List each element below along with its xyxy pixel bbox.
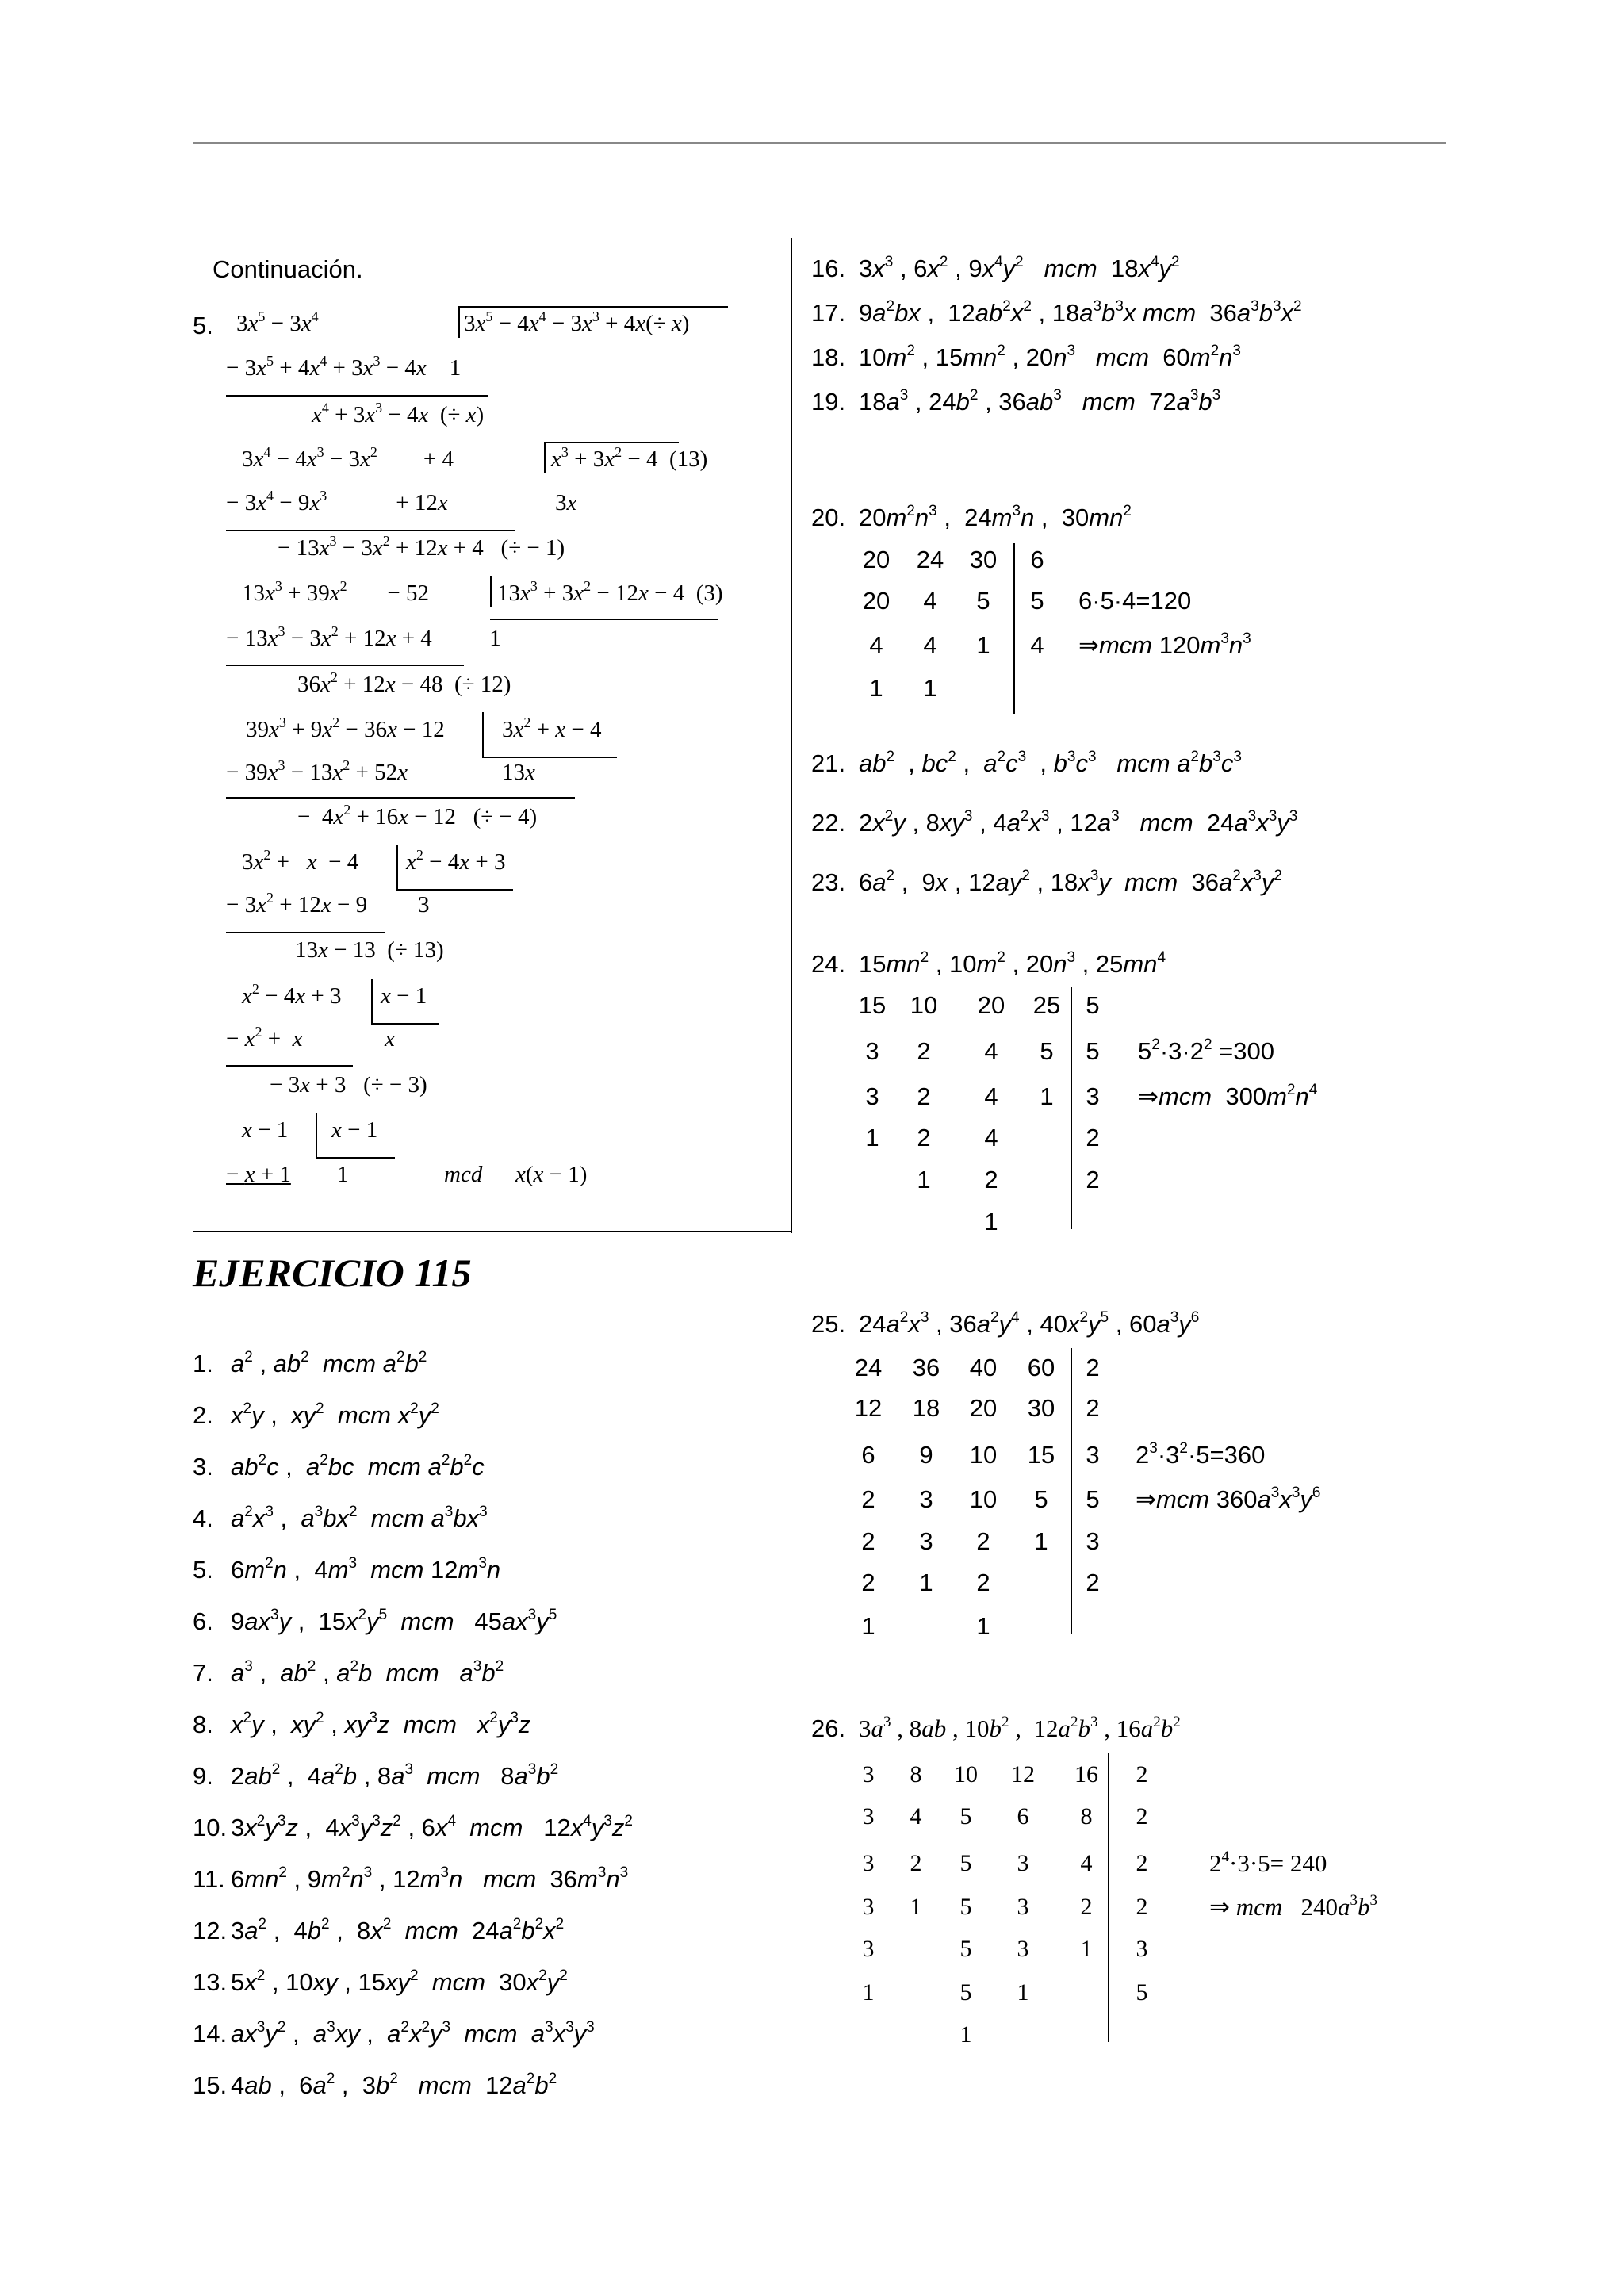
exercise-content: $3x^3$ , $6x^2$ , $9x^4y^2$ mcm $18x^4y^2$ [859, 254, 1180, 282]
table-cell: 1 [1034, 1527, 1048, 1555]
table-cell: 5 [1030, 587, 1044, 615]
table-cell: 1 [865, 1124, 879, 1151]
table-cell: 1 [862, 1979, 875, 2006]
result-mcm: ⇒mcm $360a^3x^3y^6$ [1136, 1485, 1321, 1513]
table-cell: 6 [1030, 546, 1044, 573]
table-cell: 3 [862, 1761, 875, 1787]
exercise-number: 8. [193, 1711, 213, 1738]
exercise-number: 1. [193, 1350, 213, 1377]
exercise-content: $2x^2y$ , $8xy^3$ , $4a^2x^3$ , $12a^3$ mcm $24a^3x^3y^3$ [859, 808, 1298, 837]
table-cell: 9 [919, 1441, 933, 1469]
continuation-bottom-rule [193, 1231, 791, 1232]
table-cell: 4 [923, 587, 937, 615]
exercise-item [193, 1606, 557, 1638]
exercise-item [811, 253, 1180, 285]
table-cell: 10 [969, 1441, 998, 1469]
exercise-number: 26. [811, 1714, 846, 1742]
ex5-number: 5. [193, 312, 213, 339]
table-cell: 20 [862, 546, 891, 573]
table-cell: 2 [917, 1124, 931, 1151]
table-cell: 4 [984, 1082, 998, 1110]
table-cell: 1 [1080, 1936, 1093, 1962]
table-cell: 2 [1086, 1394, 1100, 1422]
exercise-item [193, 1915, 564, 1947]
table-cell: 2 [1136, 1894, 1148, 1920]
table-cell: 2 [976, 1569, 990, 1596]
table-cell: 30 [1027, 1394, 1055, 1422]
exercise-content: $20m^2n^3$ , $24m^3n$ , $30mn^2$ [859, 503, 1132, 531]
exercise-content: $9a^2bx$ , $12ab^2x^2$ , $18a^3b^3x$ mcm $36a^3b^3x^2$ [859, 298, 1302, 327]
table-cell: 6 [861, 1441, 875, 1469]
column-divider [791, 238, 792, 1233]
table-cell: 5 [959, 1979, 972, 2006]
table-cell: 20 [862, 587, 891, 615]
table-cell: 20 [977, 991, 1005, 1019]
exercise-header [811, 502, 1132, 534]
table-cell: 2 [910, 1850, 922, 1876]
exercise-content: $10m^2$ , $15mn^2$ , $20n^3$ mcm $60m^2n^3$ [859, 343, 1241, 371]
exercise-item [193, 1709, 530, 1741]
table-cell: 15 [858, 991, 887, 1019]
exercise-number: 18. [811, 343, 846, 371]
table-cell: 2 [1136, 1803, 1148, 1829]
table-cell: 1 [919, 1569, 933, 1596]
table-cell: 4 [910, 1803, 922, 1829]
exercise-number: 21. [811, 749, 846, 777]
table-cell: 4 [984, 1037, 998, 1065]
table-cell: 1 [861, 1612, 875, 1640]
exercise-item [193, 1760, 558, 1792]
table-cell: 1 [984, 1208, 998, 1236]
exercise-content: $15mn^2$ , $10m^2$ , $20n^3$ , $25mn^4$ [859, 949, 1166, 978]
table-cell: 2 [1136, 1761, 1148, 1787]
result-note: $5^2\cdot 3\cdot 2^2 =300$ [1138, 1036, 1274, 1065]
table-cell: 2 [861, 1569, 875, 1596]
table-cell: 3 [862, 1803, 875, 1829]
exercise-item [193, 1400, 439, 1431]
table-cell: 10 [954, 1761, 978, 1787]
table-divider [1013, 543, 1015, 714]
continuation-label: Continuación. [213, 255, 363, 283]
exercise-content: $3a^3$ , 8ab , $10b^2$ , $12a^2b^3$ , $16a^2b^2$ [859, 1714, 1181, 1742]
table-cell: 5 [1086, 991, 1100, 1019]
exercise-header [811, 948, 1166, 980]
exercise-item [811, 867, 1282, 898]
exercise-content: 4ab , $6a^2$ , $3b^2$ mcm $12a^2b^2$ [231, 2071, 557, 2099]
table-cell: 24 [916, 546, 944, 573]
table-cell: 3 [865, 1037, 879, 1065]
exercise-content: $6a^2$ , 9x , $12ay^2$ , $18x^3y$ mcm $36a^2x^3y^2$ [859, 868, 1282, 896]
exercise-item [193, 1503, 488, 1534]
table-cell: 3 [862, 1936, 875, 1962]
table-cell: 2 [861, 1527, 875, 1555]
exercise-content: $9ax^3y$ , $15x^2y^5$ mcm $45ax^3y^5$ [231, 1607, 557, 1635]
table-cell: 3 [1086, 1441, 1100, 1469]
table-divider [1071, 1348, 1072, 1634]
table-cell: 60 [1027, 1354, 1055, 1381]
exercise-content: $ab^2c$ , $a^2bc$ mcm $a^2b^2c$ [231, 1452, 485, 1481]
table-cell: 18 [912, 1394, 940, 1422]
exercise-content: $a^3$ , $ab^2$ , $a^2b$ mcm $a^3b^2$ [231, 1658, 504, 1687]
exercise-number: 25. [811, 1310, 846, 1338]
exercise-item [811, 807, 1297, 839]
table-cell: 12 [854, 1394, 883, 1422]
result-note: $2^3\cdot 3^2\cdot 5=360$ [1136, 1440, 1266, 1469]
result-mcm: ⇒ mcm $240a^3b^3$ [1209, 1892, 1378, 1921]
exercise-number: 7. [193, 1659, 213, 1687]
exercise-item [811, 748, 1242, 780]
table-divider [1071, 987, 1072, 1229]
exercise-number: 5. [193, 1556, 213, 1584]
table-cell: 30 [969, 546, 998, 573]
exercise-content: $a^2x^3$ , $a^3bx^2$ mcm $a^3bx^3$ [231, 1504, 488, 1532]
exercise-content: $6mn^2$ , $9m^2n^3$ , $12m^3n$ mcm $36m^3n^3$ [231, 1864, 629, 1893]
table-cell: 3 [1017, 1894, 1029, 1920]
exercise-item [193, 1864, 628, 1895]
exercise-content: $24a^2x^3$ , $36a^2y^4$ , $40x^2y^5$ , $60a^3y^6$ [859, 1309, 1200, 1338]
exercise-content: $2ab^2$ , $4a^2b$ , $8a^3$ mcm $8a^3b^2$ [231, 1761, 559, 1790]
exercise-number: 4. [193, 1504, 213, 1532]
exercise-item [811, 386, 1220, 418]
table-cell: 1 [1040, 1082, 1054, 1110]
table-cell: 8 [1080, 1803, 1093, 1829]
table-cell: 5 [1086, 1485, 1100, 1513]
result-mcm: ⇒mcm $120m^3n^3$ [1078, 630, 1251, 659]
exercise-content: $ab^2$ , $bc^2$ , $a^2c^3$ , $b^3c^3$ mcm $a^2b^3c^3$ [859, 749, 1242, 777]
result-note: $2^4\cdot 3\cdot 5= 240$ [1209, 1849, 1327, 1877]
exercise-content: $18a^3$ , $24b^2$ , $36ab^3$ mcm $72a^3b^3$ [859, 387, 1221, 416]
exercise-number: 16. [811, 255, 846, 282]
exercise-item [193, 1554, 500, 1586]
ex5-mcd-label: mcd [444, 1162, 483, 1187]
table-cell: 10 [969, 1485, 998, 1513]
table-divider [1108, 1753, 1109, 2042]
table-cell: 10 [910, 991, 938, 1019]
exercise-number: 3. [193, 1453, 213, 1481]
table-cell: 2 [1136, 1850, 1148, 1876]
exercise-number: 23. [811, 868, 846, 896]
section-heading: EJERCICIO 115 [193, 1251, 472, 1295]
exercise-number: 9. [193, 1762, 213, 1790]
exercise-item [193, 2070, 557, 2101]
table-cell: 12 [1011, 1761, 1035, 1787]
table-cell: 4 [923, 631, 937, 659]
exercise-number: 17. [811, 299, 846, 327]
table-cell: 5 [1034, 1485, 1048, 1513]
table-cell: 1 [959, 2021, 972, 2048]
exercise-item [811, 342, 1241, 374]
table-cell: 5 [1040, 1037, 1054, 1065]
exercise-number: 24. [811, 950, 846, 978]
table-cell: 5 [976, 587, 990, 615]
table-cell: 4 [869, 631, 883, 659]
table-cell: 2 [1086, 1354, 1100, 1381]
table-cell: 3 [1086, 1527, 1100, 1555]
table-cell: 2 [1086, 1124, 1100, 1151]
table-cell: 25 [1032, 991, 1061, 1019]
table-cell: 1 [917, 1166, 931, 1193]
exercise-number: 15. [193, 2071, 228, 2099]
table-cell: 3 [1086, 1082, 1100, 1110]
exercise-item [193, 1657, 504, 1689]
exercise-number: 6. [193, 1607, 213, 1635]
exercise-content: $6m^2n$ , $4m^3$ mcm $12m^3n$ [231, 1555, 501, 1584]
exercise-content: $3x^2y^3z$ , $4x^3y^3z^2$ , $6x^4$ mcm $12x^4y^3z^2$ [231, 1813, 633, 1841]
table-cell: 4 [1030, 631, 1044, 659]
table-cell: 2 [861, 1485, 875, 1513]
exercise-number: 19. [811, 388, 846, 416]
table-cell: 2 [917, 1082, 931, 1110]
exercise-item [193, 2018, 595, 2050]
table-cell: 4 [1080, 1850, 1093, 1876]
table-cell: 1 [1017, 1979, 1029, 2006]
table-cell: 5 [1086, 1037, 1100, 1065]
table-cell: 6 [1017, 1803, 1029, 1829]
exercise-number: 11. [193, 1865, 225, 1893]
exercise-number: 12. [193, 1917, 228, 1944]
table-cell: 5 [959, 1894, 972, 1920]
exercise-item [811, 297, 1302, 329]
exercise-content: $a^2$ , $ab^2$ mcm $a^2b^2$ [231, 1349, 427, 1377]
table-cell: 1 [869, 674, 883, 702]
exercise-content: $x^2y$ , $xy^2$ mcm $x^2y^2$ [231, 1400, 439, 1429]
table-cell: 1 [923, 674, 937, 702]
table-cell: 40 [969, 1354, 998, 1381]
table-cell: 15 [1027, 1441, 1055, 1469]
exercise-number: 13. [193, 1968, 228, 1996]
exercise-item [193, 1451, 485, 1483]
table-cell: 3 [1136, 1936, 1148, 1962]
exercise-number: 22. [811, 809, 846, 837]
table-cell: 4 [984, 1124, 998, 1151]
exercise-header [811, 1713, 1181, 1745]
table-cell: 24 [854, 1354, 883, 1381]
table-cell: 1 [910, 1894, 922, 1920]
table-cell: 2 [1080, 1894, 1093, 1920]
table-cell: 3 [865, 1082, 879, 1110]
exercise-number: 10. [193, 1814, 228, 1841]
exercise-header [811, 1308, 1199, 1340]
table-cell: 3 [919, 1485, 933, 1513]
table-cell: 2 [917, 1037, 931, 1065]
table-cell: 36 [912, 1354, 940, 1381]
top-rule [193, 142, 1446, 144]
table-cell: 3 [919, 1527, 933, 1555]
table-cell: 8 [910, 1761, 922, 1787]
table-cell: 5 [959, 1803, 972, 1829]
table-cell: 20 [969, 1394, 998, 1422]
exercise-content: $5x^2$ , 10xy , $15xy^2$ mcm $30x^2y^2$ [231, 1967, 568, 1996]
table-cell: 5 [1136, 1979, 1148, 2006]
exercise-item [193, 1348, 427, 1380]
exercise-item [193, 1967, 568, 1998]
table-cell: 2 [984, 1166, 998, 1193]
exercise-content: $ax^3y^2$ , $a^3xy$ , $a^2x^2y^3$ mcm $a^3x^3y^3$ [231, 2019, 595, 2048]
result-mcm: ⇒mcm $300m^2n^4$ [1138, 1082, 1318, 1110]
result-note: 6·5·4=120 [1078, 587, 1192, 615]
exercise-content: $3a^2$ , $4b^2$ , $8x^2$ mcm $24a^2b^2x^2$ [231, 1916, 565, 1944]
exercise-number: 2. [193, 1401, 213, 1429]
exercise-item [193, 1812, 633, 1844]
table-cell: 2 [976, 1527, 990, 1555]
table-cell: 5 [959, 1936, 972, 1962]
table-cell: 3 [862, 1894, 875, 1920]
table-cell: 5 [959, 1850, 972, 1876]
table-cell: 3 [862, 1850, 875, 1876]
table-cell: 3 [1017, 1936, 1029, 1962]
table-cell: 1 [976, 1612, 990, 1640]
exercise-number: 14. [193, 2020, 228, 2048]
exercise-content: $x^2y$ , $xy^2$ , $xy^3z$ mcm $x^2y^3z$ [231, 1710, 531, 1738]
exercise-number: 20. [811, 504, 846, 531]
table-cell: 2 [1086, 1166, 1100, 1193]
table-cell: 2 [1086, 1569, 1100, 1596]
table-cell: 3 [1017, 1850, 1029, 1876]
table-cell: 1 [976, 631, 990, 659]
table-cell: 16 [1074, 1761, 1098, 1787]
